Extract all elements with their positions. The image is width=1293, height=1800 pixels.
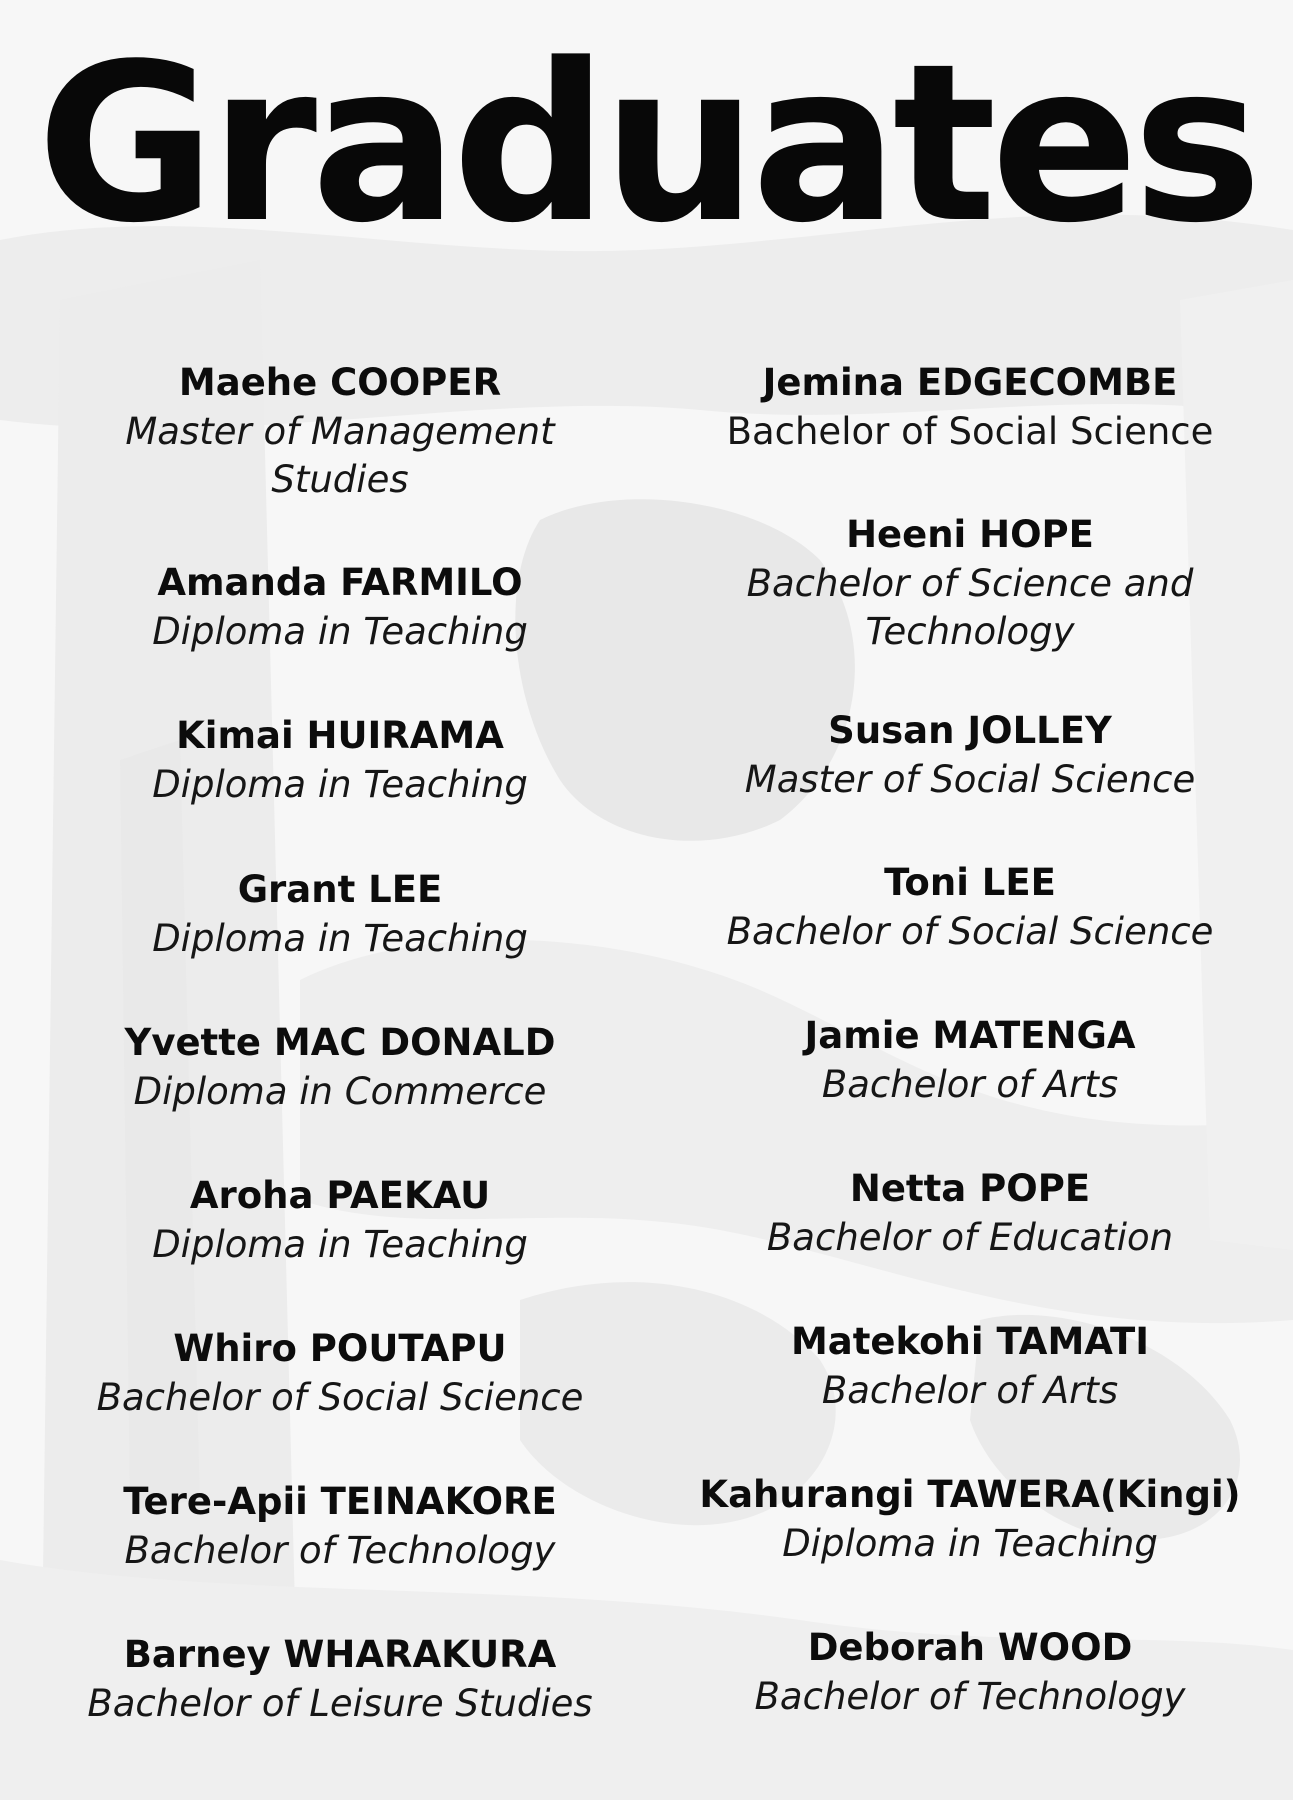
graduate-name: Amanda FARMILO — [157, 561, 523, 604]
graduate-entry — [660, 1164, 1280, 1262]
graduate-entry — [660, 1470, 1280, 1568]
graduate-name: Yvette MAC DONALD — [124, 1021, 556, 1064]
graduate-entry — [660, 706, 1280, 804]
graduate-name: Tere-Apii TEINAKORE — [123, 1480, 557, 1523]
graduate-degree: Master of Social Science — [744, 758, 1196, 801]
graduate-name: Toni LEE — [884, 861, 1056, 904]
graduate-entry — [30, 358, 650, 504]
graduate-entry — [30, 558, 650, 656]
graduate-name: Barney WHARAKURA — [123, 1633, 557, 1676]
graduate-entry — [660, 358, 1280, 456]
graduate-name: Deborah WOOD — [807, 1626, 1133, 1669]
graduate-entry — [660, 510, 1280, 656]
graduate-degree: Bachelor of Arts — [821, 1369, 1119, 1412]
graduate-degree: Diploma in Commerce — [133, 1070, 547, 1113]
graduate-name: Jemina EDGECOMBE — [762, 361, 1178, 404]
graduate-entry — [30, 1171, 650, 1269]
graduate-degree: Bachelor of Social Science — [726, 910, 1214, 953]
graduate-name: Grant LEE — [237, 868, 443, 911]
graduate-name: Jamie MATENGA — [804, 1014, 1136, 1057]
graduate-degree: Diploma in Teaching — [782, 1522, 1158, 1565]
graduate-degree: Diploma in Teaching — [152, 1223, 528, 1266]
graduate-degree: Diploma in Teaching — [152, 610, 528, 653]
graduate-entry — [660, 858, 1280, 956]
graduate-entry — [660, 1623, 1280, 1721]
graduate-entry — [30, 1477, 650, 1575]
graduate-degree: Bachelor of Science and Technology — [746, 562, 1194, 653]
graduate-name: Susan JOLLEY — [828, 709, 1112, 752]
graduate-degree: Bachelor of Leisure Studies — [87, 1682, 593, 1725]
graduate-degree: Bachelor of Social Science — [726, 410, 1214, 453]
graduate-entry — [660, 1011, 1280, 1109]
graduate-entry — [30, 1630, 650, 1728]
graduate-entry — [30, 1018, 650, 1116]
graduate-degree: Bachelor of Education — [766, 1216, 1174, 1259]
graduate-name: Heeni HOPE — [846, 513, 1094, 556]
page-title: Graduates — [36, 18, 1257, 271]
graduate-name: Maehe COOPER — [178, 361, 502, 404]
graduate-degree: Diploma in Teaching — [152, 917, 528, 960]
graduate-degree: Bachelor of Social Science — [96, 1376, 584, 1419]
graduate-degree: Master of Management Studies — [125, 410, 555, 501]
graduate-entry — [30, 711, 650, 809]
graduate-name: Kimai HUIRAMA — [176, 714, 504, 757]
graduate-name: Aroha PAEKAU — [189, 1174, 491, 1217]
graduate-entry — [30, 1324, 650, 1422]
graduate-entry — [660, 1317, 1280, 1415]
graduate-degree: Bachelor of Arts — [821, 1063, 1119, 1106]
graduate-degree: Diploma in Teaching — [152, 763, 528, 806]
graduate-name: Netta POPE — [849, 1167, 1091, 1210]
graduate-entry — [30, 865, 650, 963]
graduate-name: Kahurangi TAWERA(Kingi) — [699, 1473, 1241, 1516]
graduate-degree: Bachelor of Technology — [124, 1529, 556, 1572]
graduate-degree: Bachelor of Technology — [754, 1675, 1186, 1718]
graduate-name: Matekohi TAMATI — [790, 1320, 1150, 1363]
graduate-name: Whiro POUTAPU — [173, 1327, 507, 1370]
